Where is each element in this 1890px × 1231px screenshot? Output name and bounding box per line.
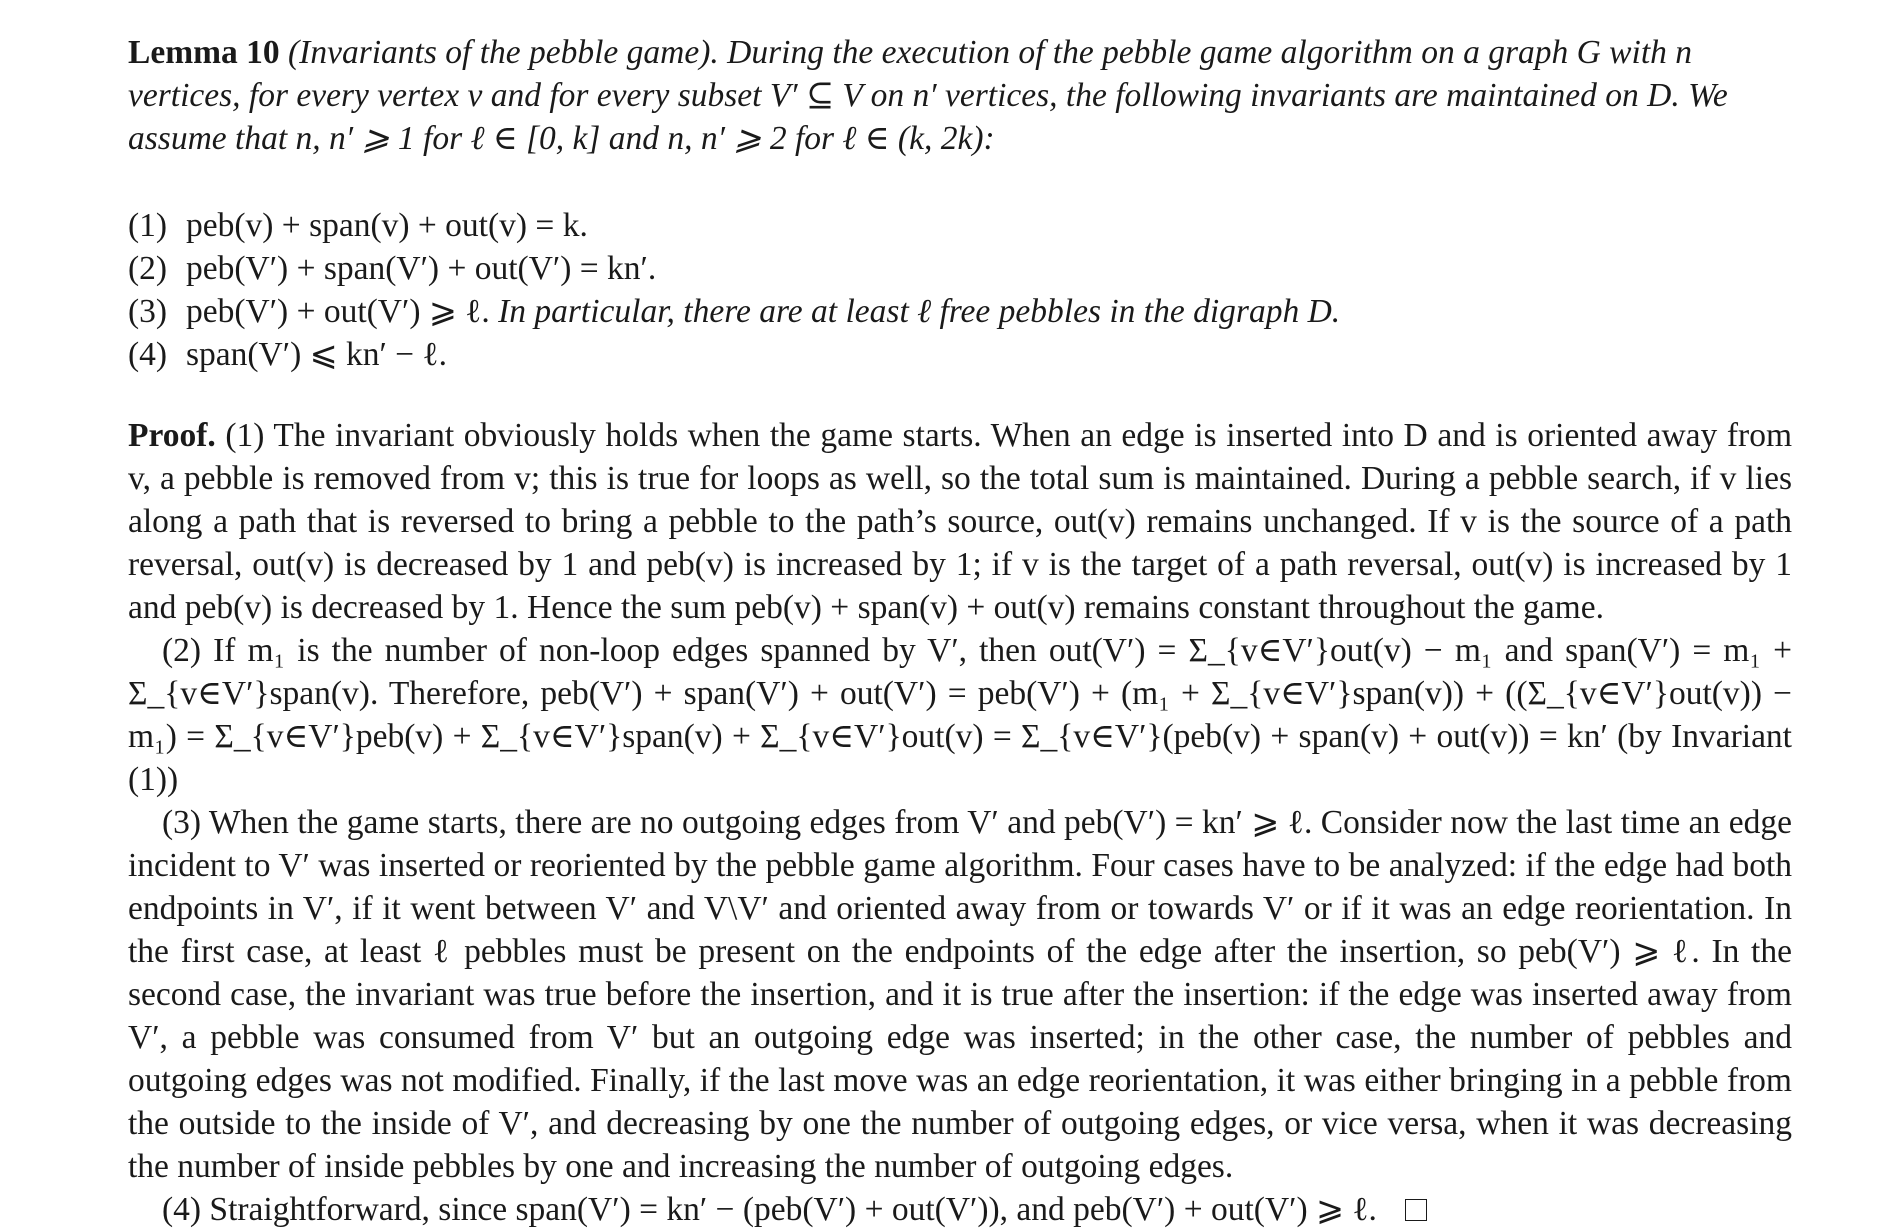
invariant-number: (3): [128, 293, 168, 330]
invariant-number: (4): [128, 336, 168, 373]
proof-text-3: (3) When the game starts, there are no outgoing edges from V′ and peb(V′) = kn′ ⩾ ℓ. Consider now the last time an edge incident to V′ was inserted or reoriented by the pebble game algorithm. Four cases have to be analyzed: if the edge had both endpoints in V′, if it went between V′ and V\V′ and oriented away from or towards V′ or if it was an edge reorientation. In the first case, at least ℓ pebbles must be present on the endpoints of the edge after the insertion, so peb(V′) ⩾ ℓ. In the second case, the invariant was true before the insertion, and it is true after the insertion: if the edge was inserted away from V′, a pebble was consumed from V′ but an outgoing edge was inserted; in the other case, the number of pebbles and outgoing edges was not modified. Finally, if the last move was an edge reorientation, it was either bringing in a pebble from the outside to the inside of V′, and decreasing by one the number of outgoing edges, or vice versa, when it was decreasing the number of inside pebbles by one and increasing the number of outgoing edges.: [128, 804, 1792, 1185]
proof-text-1: (1) The invariant obviously holds when the game starts. When an edge is inserted into D and is oriented away from v, a pebble is removed from v; this is true for loops as well, so the total sum is maintained. During a pebble search, if v lies along a path that is reversed to bring a pebble to the path’s source, out(v) remains unchanged. If v is the source of a path reversal, out(v) is decreased by 1 and peb(v) is increased by 1; if v is the target of a path reversal, out(v) is increased by 1 and peb(v) is decreased by 1. Hence the sum peb(v) + span(v) + out(v) remains constant throughout the game.: [128, 417, 1793, 626]
proof-heading: Proof.: [128, 417, 216, 454]
invariant-formula: peb(V′) + span(V′) + out(V′) = kn′.: [186, 250, 657, 287]
invariant-item: [128, 333, 1792, 376]
lemma-body: During the execution of the pebble game algorithm on a graph G with n vertices, for every vertex v and for every subset V′ ⊆ V on n′ vertices, the following invariants are maintained on D. We assume that n, n′ ⩾ 1 for ℓ ∈ [0, k] and n, n′ ⩾ 2 for ℓ ∈ (k, 2k):: [128, 34, 1728, 157]
qed-square-icon: [1405, 1199, 1427, 1221]
proof-paragraph-2: [128, 629, 1792, 801]
invariant-list: [128, 204, 1792, 376]
invariant-number: (1): [128, 207, 168, 244]
invariant-item: [128, 247, 1792, 290]
proof: [128, 414, 1792, 1231]
lemma-heading: Lemma 10: [128, 34, 280, 71]
invariant-note: In particular, there are at least ℓ free pebbles in the digraph D.: [489, 293, 1341, 330]
lemma-title: (Invariants of the pebble game).: [288, 34, 719, 71]
invariant-number: (2): [128, 250, 168, 287]
lemma-statement: [128, 31, 1792, 160]
invariant-item: [128, 290, 1792, 333]
proof-paragraph-1: [128, 414, 1792, 629]
proof-paragraph-3: [128, 801, 1792, 1188]
invariant-formula: span(V′) ⩽ kn′ − ℓ.: [186, 336, 447, 373]
proof-paragraph-4: [128, 1188, 1792, 1231]
invariant-formula: peb(v) + span(v) + out(v) = k.: [186, 207, 588, 244]
proof-text-2: (2) If m₁ is the number of non-loop edges spanned by V′, then out(V′) = Σ_{v∈V′}out(v) − m₁ and span(V′) = m₁ + Σ_{v∈V′}span(v). Therefore, peb(V′) + span(V′) + out(V′) = peb(V′) + (m₁ + Σ_{v∈V′}span(v)) + ((Σ_{v∈V′}out(v)) − m₁) = Σ_{v∈V′}peb(v) + Σ_{v∈V′}span(v) + Σ_{v∈V′}out(v) = Σ_{v∈V′}(peb(v) + span(v) + out(v)) = kn′ (by Invariant (1)): [128, 632, 1792, 798]
proof-text-4: (4) Straightforward, since span(V′) = kn′ − (peb(V′) + out(V′)), and peb(V′) + out(V′) ⩾ ℓ.: [162, 1191, 1377, 1228]
invariant-item: [128, 204, 1792, 247]
invariant-formula: peb(V′) + out(V′) ⩾ ℓ.: [186, 293, 490, 330]
